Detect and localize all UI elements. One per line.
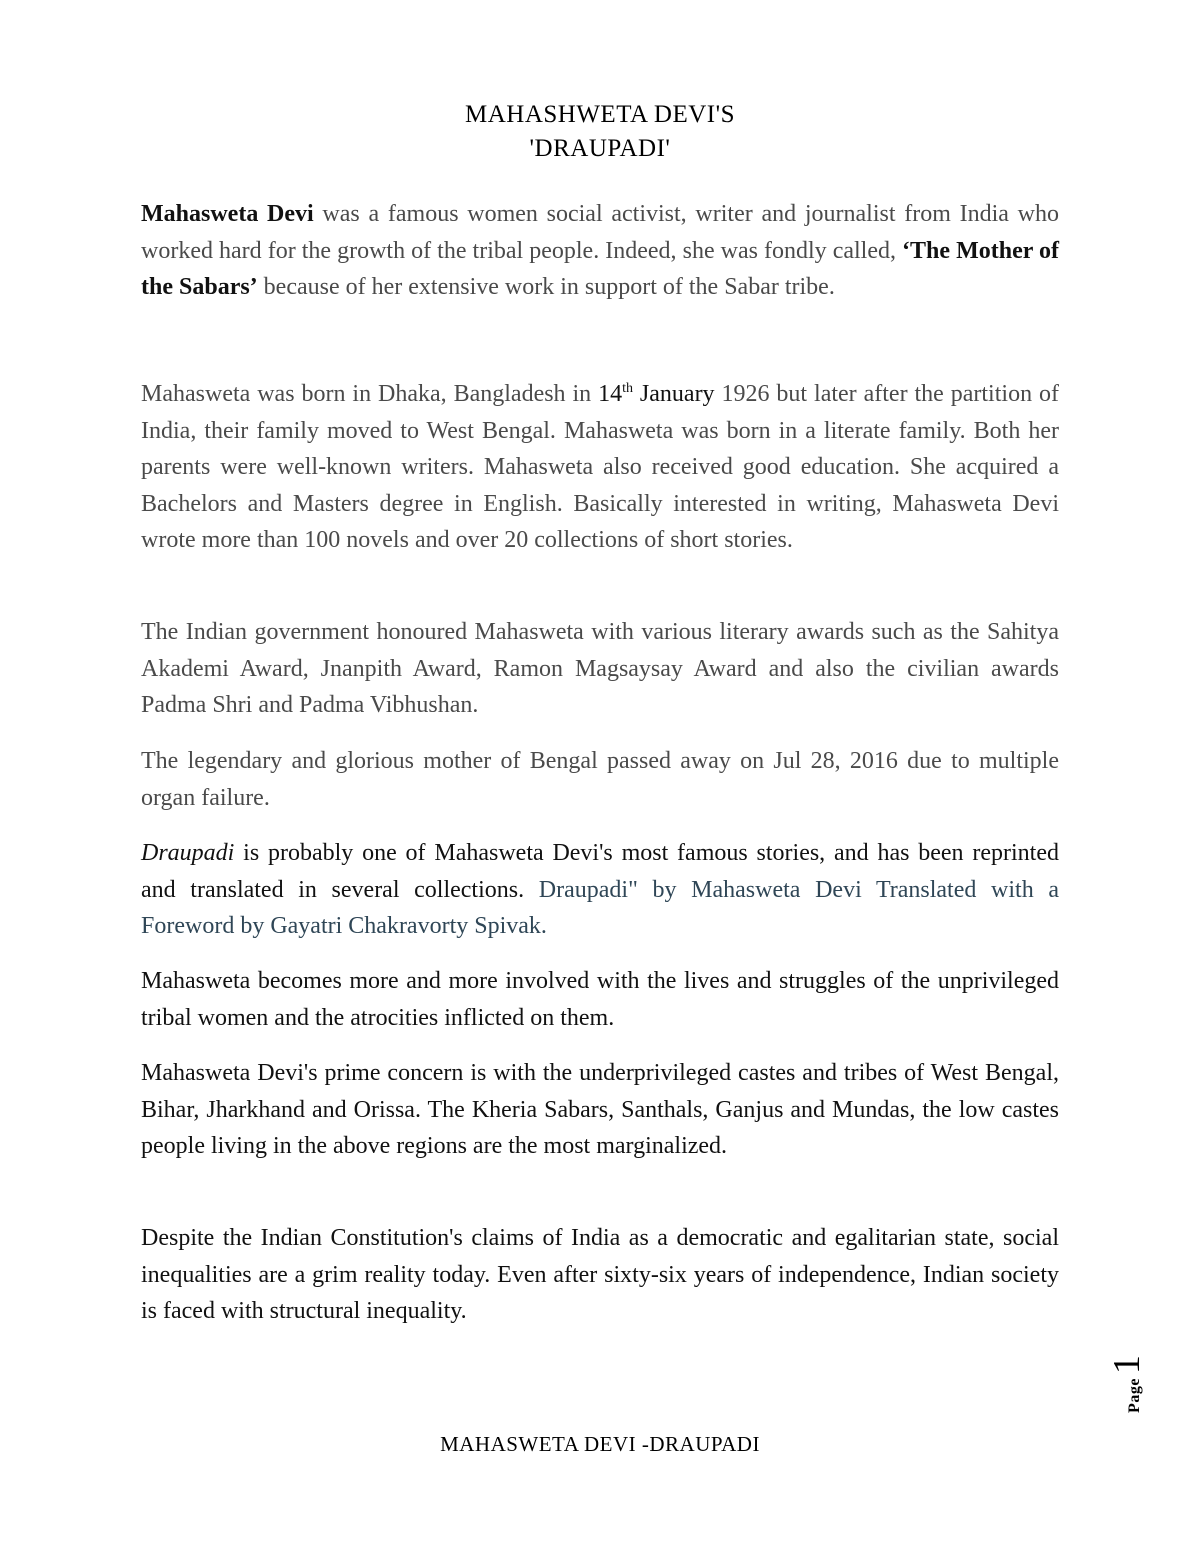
birth-month: January [632,381,715,407]
page-footer: MAHASWETA DEVI -DRAUPADI [440,1432,760,1456]
page-number-marker [1105,1336,1160,1416]
bold-name: Mahasweta Devi [141,201,314,227]
intro-text-1: was a famous women social activist, writer and journalist from India who worked hard for the growth of the tribal people. Indeed, she was fondly called, [141,201,1059,264]
document-title-line-2: 'DRAUPADI' [529,135,671,162]
paragraph-draupadi [141,835,1059,945]
draupadi-text-1: is probably one of Mahasweta Devi's most famous stories, and has been reprinted and translated in several collections. [141,840,1059,903]
intro-text-2: because of her extensive work in support of the Sabar tribe. [257,274,835,300]
bold-nickname: ‘The Mother of the Sabars’ [141,237,1059,300]
paragraph-awards: The Indian government honoured Mahasweta with various literary awards such as the Sahitya Akademi Award, Jnanpith Award, Ramon Magsaysay Award and also the civilian awards Padma Shri and Padma Vibhushan. [141,619,1059,718]
story-title-italic: Draupadi [141,840,235,866]
paragraph-death: The legendary and glorious mother of Bengal passed away on Jul 28, 2016 due to multiple organ failure. [141,748,1059,811]
page-label: Page [1125,1378,1143,1413]
draupadi-text-2: Draupadi" by Mahasweta Devi Translated with a Foreword by Gayatri Chakravorty Spivak. [141,876,1059,939]
birth-text-2: 1926 but later after the partition of India, their family moved to West Bengal. Mahasweta was born in a literate family. Both her parents were well-known writers. Mahasweta also received good education. She acquired a Bachelors and Masters degree in English. Basically interested in writing, Mahasweta Devi wrote more than 100 novels and over 20 collections of short stories. [141,381,1059,553]
birth-text-1: Mahasweta was born in Dhaka, Bangladesh in [141,381,599,407]
document-title-line-1: MAHASHWETA DEVI'S [464,101,736,128]
birth-day: 14 [598,381,623,407]
paragraph-inequality: Despite the Indian Constitution's claims of India as a democratic and egalitarian state, social inequalities are a grim reality today. Even after sixty-six years of independence, Indian society is faced with structural inequality. [141,1225,1059,1324]
paragraph-intro [141,196,1059,306]
paragraph-birth [141,376,1059,559]
birth-day-suffix: th [622,381,633,396]
paragraph-involvement: Mahasweta becomes more and more involved with the lives and struggles of the unprivileged tribal women and the atrocities inflicted on them. [141,968,1059,1031]
page-number: 1 [1105,1355,1148,1375]
paragraph-concern: Mahasweta Devi's prime concern is with the underprivileged castes and tribes of West Bengal, Bihar, Jharkhand and Orissa. The Kheria Sabars, Santhals, Ganjus and Mundas, the low castes people living in the above regions are the most marginalized. [141,1060,1059,1159]
